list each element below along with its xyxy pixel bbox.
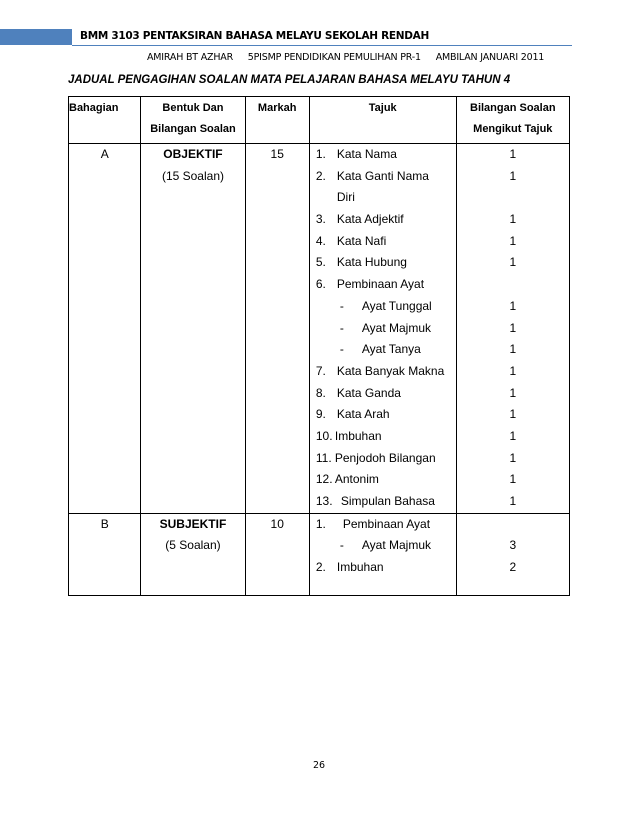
intake-name: AMBILAN JANUARI 2011: [435, 52, 545, 63]
topic-item: [310, 383, 456, 405]
header-bilangan: [456, 97, 569, 144]
header-bahagian-label: Bahagian: [69, 102, 119, 114]
header-bentuk: [141, 97, 245, 144]
topic-text: Kata Hubung: [336, 255, 407, 270]
section-cell: [69, 144, 141, 514]
topic-item: [310, 514, 456, 536]
header-accent-bar: [0, 29, 72, 45]
topic-question-count: [457, 514, 569, 536]
topic-text: Simpulan Bahasa: [340, 494, 435, 508]
topic-item: [310, 187, 456, 209]
topic-number: 1.: [315, 147, 326, 161]
topic-item: [310, 296, 456, 318]
topic-text: Pembinaan Ayat: [336, 277, 425, 292]
question-type: OBJEKTIF: [163, 147, 223, 161]
topic-question-count: 2: [509, 560, 517, 575]
question-count: (15 Soalan): [161, 168, 224, 183]
question-type-cell: [141, 144, 245, 514]
topic-item: [310, 491, 456, 513]
topic-question-count: 1: [509, 233, 517, 248]
topics-cell: [309, 513, 456, 595]
header-markah: [245, 97, 309, 144]
topic-number: -: [339, 342, 344, 357]
topic-question-count: [457, 187, 569, 209]
topic-number: 9.: [315, 407, 326, 422]
topic-number: -: [339, 538, 344, 553]
topic-number: 11.: [315, 450, 332, 465]
topic-number: 5.: [315, 255, 326, 270]
topic-number: 7.: [315, 363, 326, 378]
topic-question-count: 1: [509, 342, 517, 357]
topics-cell: [309, 144, 456, 514]
marks-cell: [245, 513, 309, 595]
topic-item: [310, 404, 456, 426]
header-bilangan-line1: Bilangan Soalan: [470, 102, 556, 114]
topic-question-count: 1: [509, 385, 517, 400]
course-title: BMM 3103 PENTAKSIRAN BAHASA MELAYU SEKOLAH RENDAH: [80, 30, 429, 42]
topic-number: 6.: [315, 277, 326, 292]
topic-number: 2.: [315, 168, 326, 183]
topic-item: [310, 361, 456, 383]
topic-text: Kata Arah: [336, 407, 390, 422]
topic-text: Kata Adjektif: [336, 212, 404, 227]
topic-number: 12.: [315, 472, 333, 487]
topic-question-count: 1: [509, 472, 517, 487]
topic-text: Ayat Majmuk: [361, 538, 432, 553]
topic-item: [310, 469, 456, 491]
topic-item: [310, 557, 456, 579]
topic-text: Imbuhan: [334, 428, 382, 443]
topic-item: [310, 252, 456, 274]
topic-text: Kata Banyak Makna: [336, 363, 445, 378]
topic-question-count: 1: [509, 450, 517, 465]
topic-text: Ayat Tanya: [361, 342, 421, 357]
topic-question-count: 1: [509, 320, 517, 335]
topic-question-count: 1: [509, 168, 517, 183]
topic-item: [310, 426, 456, 448]
topic-text: Penjodoh Bilangan: [334, 450, 436, 465]
topic-question-count: 1: [509, 363, 517, 378]
table-header-row: [69, 97, 570, 144]
topic-question-count: 1: [509, 255, 517, 270]
question-count: (5 Soalan): [165, 538, 221, 553]
topic-number: -: [339, 320, 344, 335]
topic-number: 4.: [315, 233, 326, 248]
topic-item: [310, 535, 456, 557]
topic-item: [310, 339, 456, 361]
topic-text: Diri: [336, 190, 355, 205]
topic-text: Kata Ganti Nama: [336, 168, 429, 183]
header-bahagian: [69, 97, 141, 144]
marks-value: 10: [270, 516, 284, 531]
section-label: A: [100, 147, 109, 161]
topic-text: Kata Ganda: [336, 385, 401, 400]
page-number: 26: [312, 760, 326, 771]
topic-item: [310, 448, 456, 470]
marks-cell: [245, 144, 309, 514]
topic-item: [310, 166, 456, 188]
topic-text: Pembinaan Ayat: [342, 516, 431, 531]
header-divider: [72, 45, 572, 46]
topic-question-count: 1: [509, 298, 517, 313]
topic-item: [310, 318, 456, 340]
topic-question-count: 1: [509, 147, 517, 161]
marks-value: 15: [270, 147, 284, 161]
topic-item: [310, 209, 456, 231]
topic-number: 1.: [315, 516, 326, 531]
header-subtitle: [147, 52, 556, 63]
question-type: SUBJEKTIF: [159, 516, 227, 531]
program-name: 5PISMP PENDIDIKAN PEMULIHAN PR-1: [247, 52, 421, 63]
document-title: JADUAL PENGAGIHAN SOALAN MATA PELAJARAN BAHASA MELAYU TAHUN 4: [68, 74, 511, 86]
topic-number: 2.: [315, 560, 326, 575]
topic-number: 13.: [315, 494, 333, 508]
topic-number: 10.: [315, 428, 333, 443]
section-cell: [69, 513, 141, 595]
question-type-cell: [141, 513, 245, 595]
table-row: [69, 513, 570, 595]
section-label: B: [100, 516, 109, 531]
topic-item: [310, 231, 456, 253]
topic-text: Antonim: [334, 472, 379, 487]
topic-text: Kata Nafi: [336, 233, 387, 248]
topic-number: 8.: [315, 385, 326, 400]
header-tajuk-label: Tajuk: [368, 102, 397, 114]
topic-count-cell: [456, 144, 569, 514]
topic-text: Kata Nama: [336, 147, 397, 161]
header-bentuk-line1: Bentuk Dan: [162, 102, 224, 114]
header-bentuk-line2: Bilangan Soalan: [150, 123, 236, 135]
header-bilangan-line2: Mengikut Tajuk: [473, 123, 553, 135]
topic-text: Imbuhan: [336, 560, 384, 575]
topic-count-cell: [456, 513, 569, 595]
topic-question-count: 1: [509, 428, 517, 443]
topic-question-count: 1: [509, 212, 517, 227]
author-name: AMIRAH BT AZHAR: [147, 52, 233, 63]
topic-item: [310, 144, 456, 166]
topic-question-count: 1: [509, 494, 517, 508]
topic-text: Ayat Tunggal: [361, 298, 432, 313]
topic-question-count: 3: [509, 538, 517, 553]
topic-number: -: [339, 298, 344, 313]
header-markah-label: Markah: [257, 102, 297, 114]
topic-number: 3.: [315, 212, 326, 227]
table-row: [69, 144, 570, 514]
header-tajuk: [309, 97, 456, 144]
topic-text: Ayat Majmuk: [361, 320, 432, 335]
question-allocation-table: [68, 96, 570, 596]
topic-question-count: 1: [509, 407, 517, 422]
topic-question-count: [457, 274, 569, 296]
topic-item: [310, 274, 456, 296]
table-body: [69, 144, 570, 596]
